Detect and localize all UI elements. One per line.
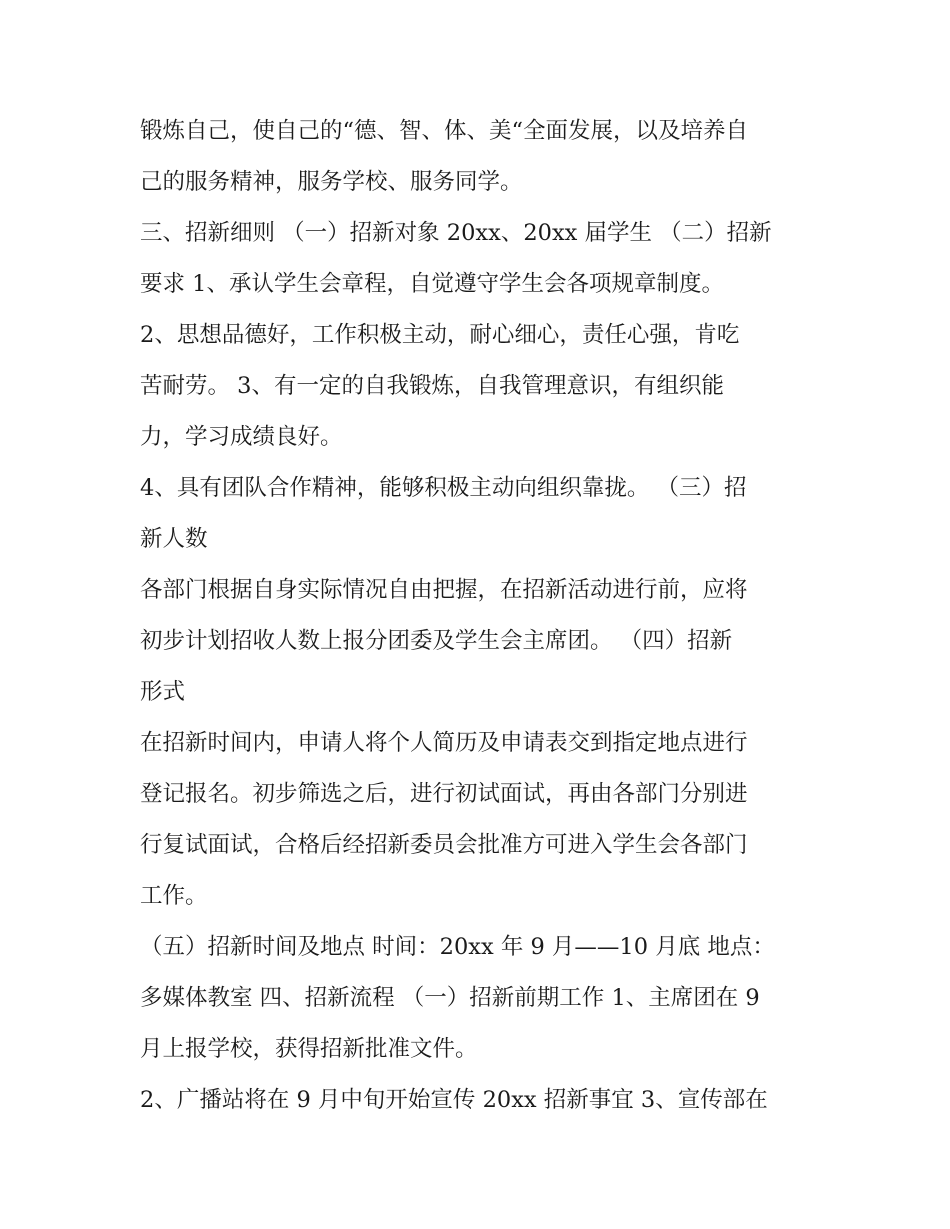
text-line: 锻炼自己，使自己的“德、智、体、美“全面发展，以及培养自 [140,118,749,144]
text-line: 2、思想品德好，工作积极主动，耐心细心，责任心强，肯吃 [140,322,740,348]
text-line: 行复试面试，合格后经招新委员会批准方可进入学生会各部门 [140,832,748,858]
text-line: 新人数 [140,526,208,552]
text-line: 初步计划招收人数上报分团委及学生会主席团。 （四）招新 [140,628,733,654]
text-line: 形式 [140,679,186,705]
text-line: 月上报学校，获得招新批准文件。 [140,1036,478,1062]
text-line: 各部门根据自身实际情况自由把握，在招新活动进行前，应将 [140,577,748,603]
text-line: 4、具有团队合作精神，能够积极主动向组织靠拢。 （三）招 [140,475,747,501]
text-line: 苦耐劳。 3、有一定的自我锻炼，自我管理意识，有组织能 [140,373,724,399]
text-line: 在招新时间内，申请人将个人简历及申请表交到指定地点进行 [140,730,748,756]
text-line: 要求 1、承认学生会章程，自觉遵守学生会各项规章制度。 [140,271,724,297]
text-line: 工作。 [140,883,208,909]
text-line: 登记报名。初步筛选之后，进行初试面试，再由各部门分别进 [140,781,748,807]
text-line: 多媒体教室 四、招新流程 （一）招新前期工作 1、主席团在 9 [140,985,760,1011]
text-line: 力，学习成绩良好。 [140,424,343,450]
text-line: 三、招新细则 （一）招新对象 20xx、20xx 届学生 （二）招新 [140,220,772,246]
text-line: 2、广播站将在 9 月中旬开始宣传 20xx 招新事宜 3、宣传部在 [140,1087,768,1113]
text-line: （五）招新时间及地点 时间：20xx 年 9 月——10 月底 地点： [140,934,775,960]
text-line: 己的服务精神，服务学校、服务同学。 [140,169,523,195]
document-body [140,108,830,1128]
